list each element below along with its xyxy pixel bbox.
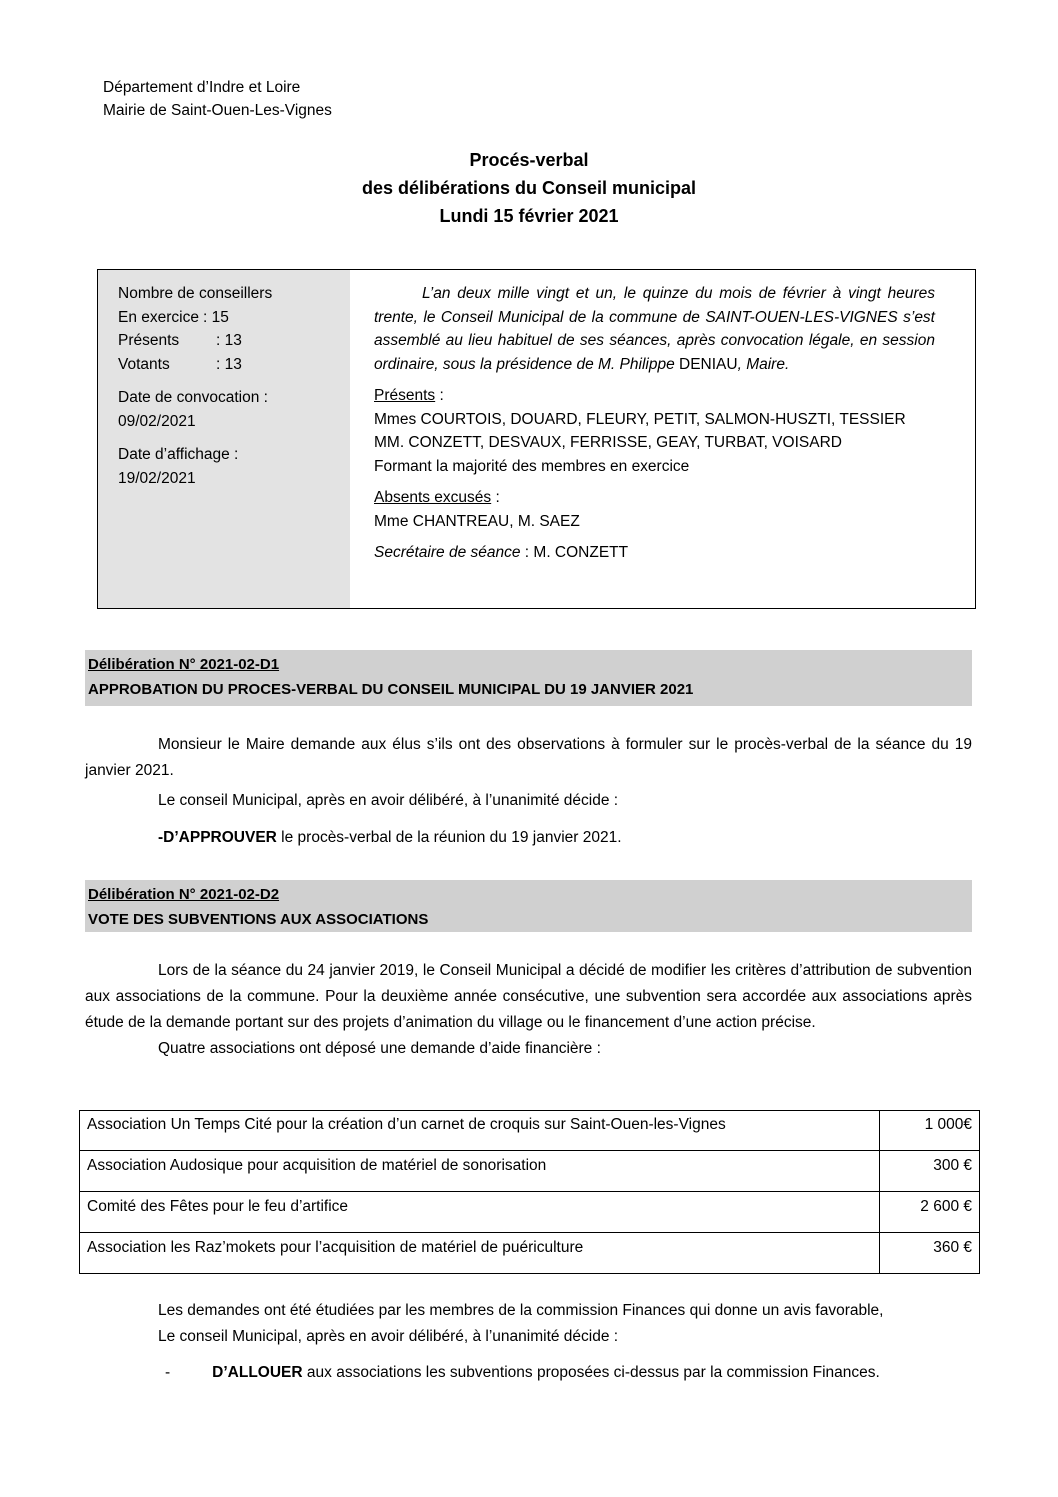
deliberation-1-decision [85, 825, 972, 851]
absents-colon: : [491, 489, 500, 506]
title-line2: des délibérations du Conseil municipal [361, 178, 697, 198]
deliberation-1-number: Délibération N° 2021-02-D1 [88, 656, 280, 673]
header [103, 76, 332, 122]
deliberation-2-title: VOTE DES SUBVENTIONS AUX ASSOCIATIONS [88, 911, 429, 928]
exercice-label: En exercice [118, 308, 199, 326]
subsidies-table [79, 1110, 980, 1274]
presents-colon: : [435, 387, 444, 404]
session-details [374, 282, 935, 565]
subsidy-amount: 2 600 € [880, 1192, 980, 1233]
header-department: Département d’Indre et Loire [103, 79, 301, 96]
table-row [80, 1111, 980, 1151]
deliberation-1-para2: Le conseil Municipal, après en avoir délibéré, à l’unanimité décide : [158, 792, 619, 809]
presents-mmes: Mmes COURTOIS, DOUARD, FLEURY, PETIT, SALMON-HUSZTI, TESSIER [374, 410, 906, 428]
secretaire-label: Secrétaire de séance [374, 544, 521, 561]
deliberation-2-para2: Quatre associations ont déposé une demande d’aide financière : [158, 1040, 601, 1057]
absents-section [374, 486, 935, 533]
presents-majority: Formant la majorité des membres en exercice [374, 457, 690, 475]
presents-row [118, 329, 272, 353]
affichage-date: 19/02/2021 [118, 469, 196, 487]
subsidy-amount: 300 € [880, 1151, 980, 1192]
subsidy-amount: 360 € [880, 1233, 980, 1274]
conseillers-label: Nombre de conseillers [118, 285, 273, 302]
deliberation-1-title: APPROBATION DU PROCES-VERBAL DU CONSEIL MUNICIPAL DU 19 JANVIER 2021 [88, 681, 694, 698]
exercice-value: : 15 [202, 308, 229, 326]
deliberation-2-decision [85, 1360, 953, 1386]
association-label: Association Audosique pour acquisition de matériel de sonorisation [80, 1151, 880, 1192]
presents-mm: MM. CONZETT, DESVAUX, FERRISSE, GEAY, TURBAT, VOISARD [374, 434, 842, 451]
deliberation-1-header [85, 650, 972, 706]
deliberation-2-para3: Les demandes ont été étudiées par les membres de la commission Finances qui donne un avis favorable, [158, 1302, 884, 1319]
decision-1-verb: -D’APPROUVER [158, 829, 277, 846]
document-title [0, 146, 1058, 230]
intro-end: , Maire. [737, 355, 790, 373]
convocation-date: 09/02/2021 [118, 412, 196, 430]
title-line3: Lundi 15 février 2021 [439, 206, 619, 226]
decision-2-verb: D’ALLOUER [212, 1364, 303, 1381]
presents-section [374, 384, 935, 478]
header-mairie: Mairie de Saint-Ouen-Les-Vignes [103, 102, 332, 119]
votants-value: : 13 [216, 355, 242, 373]
presents-label: Présents [118, 332, 180, 349]
exercice-row [118, 306, 272, 330]
absents-names: Mme CHANTREAU, M. SAEZ [374, 512, 580, 530]
secretaire-value: : M. CONZETT [520, 544, 629, 561]
session-info-box [97, 269, 976, 609]
session-intro [374, 282, 935, 376]
subsidy-amount: 1 000€ [880, 1111, 980, 1151]
association-label: Association Un Temps Cité pour la création d’un carnet de croquis sur Saint-Ouen-les-Vignes [80, 1111, 880, 1151]
association-label: Association les Raz’mokets pour l’acquisition de matériel de puériculture [80, 1233, 880, 1274]
title-line1: Procés-verbal [469, 150, 589, 170]
votants-row [118, 353, 272, 377]
table-row [80, 1233, 980, 1274]
decision-1-text: le procès-verbal de la réunion du 19 janvier 2021. [276, 829, 622, 846]
decision-2-dash: - [165, 1364, 171, 1381]
decision-2-text: aux associations les subventions proposées ci-dessus par la commission Finances. [302, 1364, 880, 1381]
deliberation-1-body [85, 732, 972, 851]
council-stats-panel [98, 270, 350, 608]
mayor-name: DENIAU [679, 355, 738, 373]
deliberation-2-para4: Le conseil Municipal, après en avoir délibéré, à l’unanimité décide : [158, 1328, 619, 1345]
presents-value: : 13 [216, 332, 242, 349]
absents-heading: Absents excusés [374, 489, 492, 506]
association-label: Comité des Fêtes pour le feu d’artifice [80, 1192, 880, 1233]
table-row [80, 1192, 980, 1233]
deliberation-2-number: Délibération N° 2021-02-D2 [88, 886, 280, 903]
presents-heading: Présents [374, 387, 436, 404]
secretaire-section [374, 541, 935, 565]
deliberation-2-para1: Lors de la séance du 24 janvier 2019, le Conseil Municipal a décidé de modifier les critères d’attribution de subvention aux associations de la commune. Pour la deuxième année consécutive, une subvention sera accordée aux associations après étude de la demande portant sur des projets d’animation du village ou le financement d’une action précise. [85, 962, 972, 1031]
convocation-label: Date de convocation : [118, 389, 268, 406]
table-row [80, 1151, 980, 1192]
deliberation-2-header [85, 880, 972, 932]
deliberation-2-conclusion [85, 1298, 953, 1386]
intro-text: L’an deux mille vingt et un, le quinze du mois de février à vingt heures trente, le Conseil Municipal de la commune de SAINT-OUEN-LES-VIGNES s’est assemblé au lieu habituel de ses séances, après convocation légale, en session ordinaire, sous la présidence de M. Philippe [374, 285, 935, 373]
votants-label: Votants [118, 355, 170, 373]
deliberation-2-body [85, 958, 972, 1062]
deliberation-1-para1: Monsieur le Maire demande aux élus s’ils ont des observations à formuler sur le procès-verbal de la séance du 19 janvier 2021. [85, 736, 972, 779]
affichage-label: Date d’affichage : [118, 446, 239, 463]
